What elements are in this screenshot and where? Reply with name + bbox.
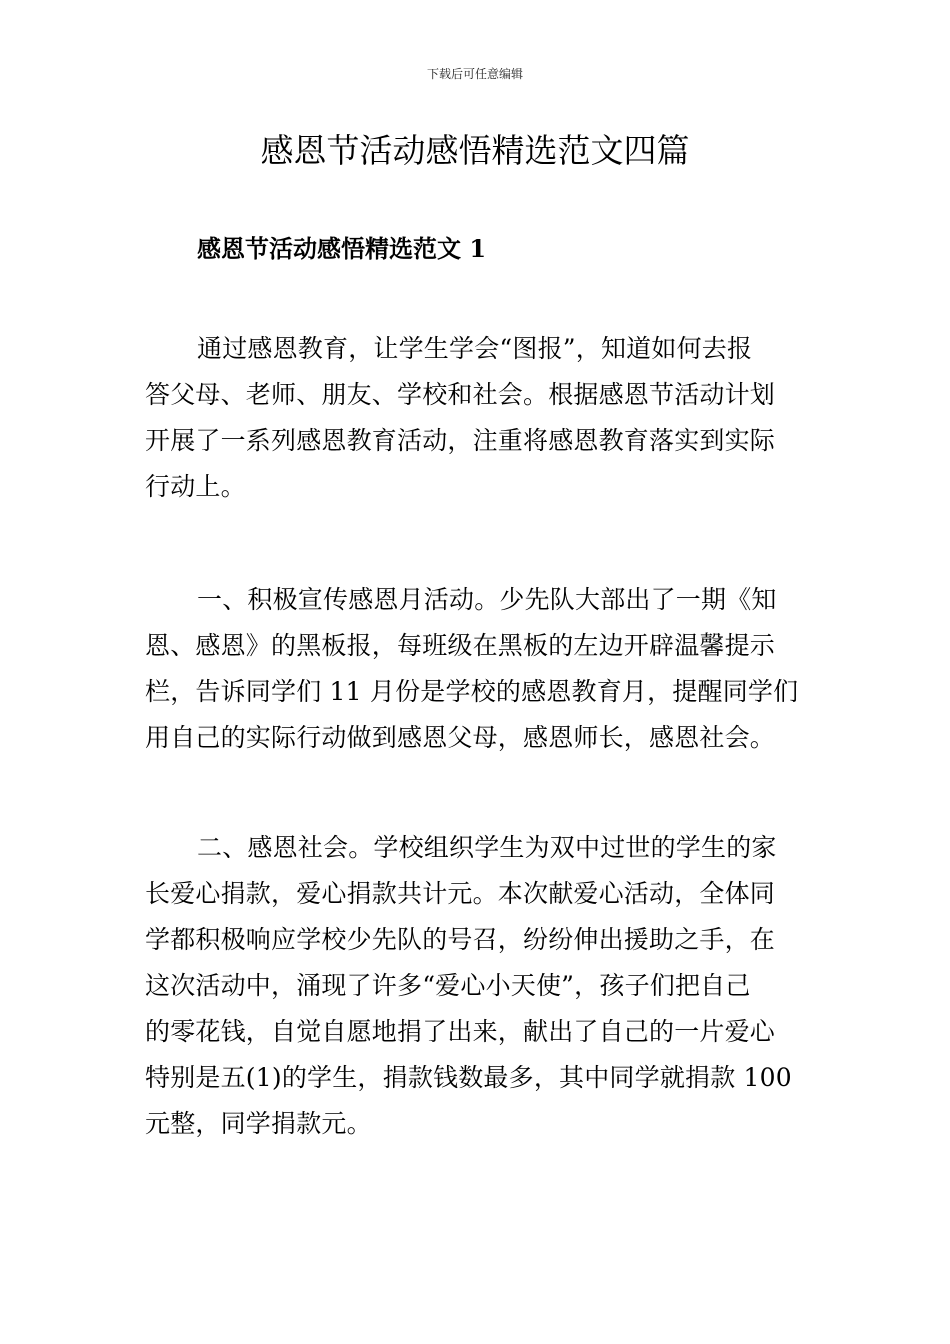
paragraph-2: [145, 577, 807, 761]
paragraph-line: 二、感恩社会。学校组织学生为双中过世的学生的家: [197, 833, 777, 862]
paragraph-3: [145, 825, 807, 1147]
paragraph-line: 恩、感恩》的黑板报，每班级在黑板的左边开辟温馨提示: [145, 631, 776, 660]
paragraph-line: 一、积极宣传感恩月活动。少先队大部出了一期《知: [197, 585, 777, 614]
paragraph-line: 答父母、老师、朋友、学校和社会。根据感恩节活动计划: [145, 380, 776, 409]
paragraph-1: [145, 326, 807, 510]
paragraph-line: 行动上。: [145, 472, 246, 501]
paragraph-line: 长爱心捐款，爱心捐款共计元。本次献爱心活动，全体同: [145, 879, 776, 908]
paragraph-line: 用自己的实际行动做到感恩父母，感恩师长，感恩社会。: [145, 723, 776, 752]
paragraph-line: 学都积极响应学校少先队的号召，纷纷伸出援助之手，在: [145, 925, 776, 954]
paragraph-line: 栏，告诉同学们 11 月份是学校的感恩教育月，提醒同学们: [145, 677, 799, 706]
paragraph-line: 元整，同学捐款元。: [145, 1109, 372, 1138]
header-note: 下载后可任意编辑: [426, 67, 523, 81]
section-heading: 感恩节活动感悟精选范文 1: [197, 234, 487, 263]
paragraph-line: 的零花钱，自觉自愿地捐了出来，献出了自己的一片爱心: [145, 1017, 776, 1046]
paragraph-line: 这次活动中，涌现了许多“爱心小天使”，孩子们把自己: [145, 971, 751, 1000]
document-title: 感恩节活动感悟精选范文四篇: [260, 131, 690, 170]
paragraph-line: 通过感恩教育，让学生学会“图报”，知道如何去报: [197, 334, 753, 363]
paragraph-line: 特别是五(1)的学生，捐款钱数最多，其中同学就捐款 100: [145, 1063, 792, 1092]
paragraph-line: 开展了一系列感恩教育活动，注重将感恩教育落实到实际: [145, 426, 776, 455]
